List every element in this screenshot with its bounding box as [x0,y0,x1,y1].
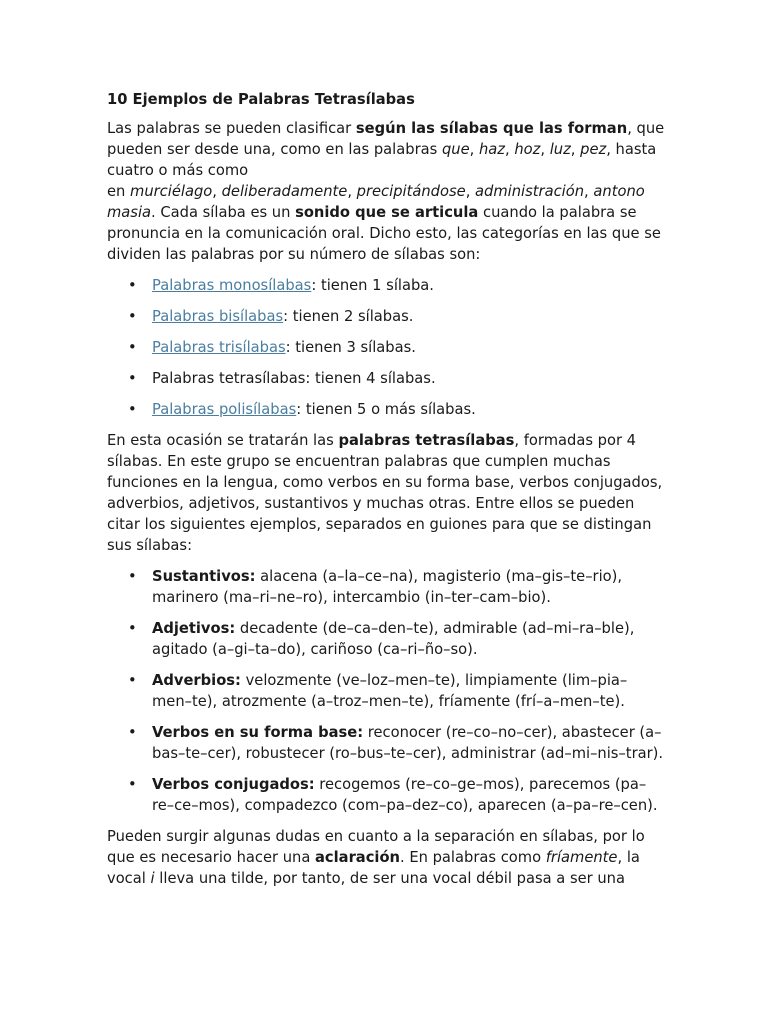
list-item [128,774,667,816]
example-text: recogemos (re–co–ge–mos), parecemos (pa–re–ce–mos), compadezco (com–pa–dez–co), aparecen (a–pa–re–cen). [152,776,658,814]
example-word: hoz [514,141,541,158]
second-paragraph [107,430,667,556]
intro-text: , que pueden ser desde una, como en las palabras [107,120,665,158]
bullet: • [128,370,137,387]
intro-bold-1: según las sílabas que las forman [355,120,628,137]
example-label: Verbos en su forma base: [152,724,364,741]
intro-text: , [584,183,594,200]
example-word: i [150,870,155,887]
examples-list [107,566,667,816]
bullet: • [128,620,137,637]
intro-paragraph [107,118,667,265]
example-word: haz [478,141,505,158]
list-item-text: : tienen 3 sílabas. [285,339,416,356]
example-word: pez [580,141,607,158]
paragraph-text: , la vocal [107,849,640,887]
article-title: 10 Ejemplos de Palabras Tetrasílabas [107,91,415,108]
intro-text: , hasta cuatro o más como [107,141,657,179]
list-item [128,306,667,327]
list-item-text: Palabras tetrasílabas: tienen 4 sílabas. [152,370,436,387]
example-word: fríamente [545,849,618,866]
bullet: • [128,277,137,294]
bullet: • [128,308,137,325]
list-item [128,618,667,660]
syllable-categories-list [107,275,667,420]
paragraph-bold: palabras tetrasílabas [338,432,515,449]
example-word: administración [475,183,585,200]
list-item [128,275,667,296]
intro-text: , [540,141,550,158]
list-item [128,368,667,389]
paragraph-text: lleva una tilde, por tanto, de ser una vocal débil pasa a ser una [154,870,625,887]
list-item [128,399,667,420]
intro-text: , [465,183,476,200]
example-label: Adjetivos: [152,620,236,637]
intro-bold-2: sonido que se articula [295,204,479,221]
link-bisilabas[interactable]: Palabras bisílabas [152,308,284,325]
example-text: velozmente (ve–loz–men–te), limpiamente (lim–pia–men–te), atrozmente (a–troz–men–te), fríamente (frí–a–men–te). [152,672,628,710]
example-label: Verbos conjugados: [152,776,315,793]
example-word: murciélago [130,183,213,200]
bullet: • [128,339,137,356]
intro-text: . Cada sílaba es un [151,204,296,221]
bullet: • [128,724,137,741]
example-label: Adverbios: [152,672,241,689]
list-item [128,337,667,358]
paragraph-text: . En palabras como [400,849,546,866]
bullet: • [128,776,137,793]
bullet: • [128,672,137,689]
article-content [107,89,667,899]
paragraph-text: En esta ocasión se tratarán las [107,432,339,449]
paragraph-bold: aclaración [315,849,401,866]
link-trisilabas[interactable]: Palabras trisílabas [152,339,286,356]
paragraph-text: , formadas por 4 sílabas. En este grupo se encuentran palabras que cumplen muchas funciones en la lengua, como verbos en su forma base, verbos conjugados, adverbios, adjetivos, sustantivos y muchas otras. Entre ellos se pueden citar los siguientes ejemplos, separados en guiones para que se distingan sus sílabas: [107,432,663,554]
example-word: antono masia [107,183,645,221]
list-item-text: : tienen 5 o más sílabas. [296,401,476,418]
list-item-text: : tienen 2 sílabas. [283,308,414,325]
third-paragraph [107,826,667,889]
list-item [128,722,667,764]
intro-text: en [107,183,131,200]
intro-text: , [469,141,479,158]
intro-text: , [570,141,581,158]
paragraph-text: Pueden surgir algunas dudas en cuanto a la separación en sílabas, por lo que es necesario hacer una [107,828,645,866]
bullet: • [128,568,137,585]
example-text: alacena (a–la–ce–na), magisterio (ma–gis–te–rio), marinero (ma–ri–ne–ro), intercambio (in–ter–cam–bio). [152,568,623,606]
intro-text: , [347,183,357,200]
example-text: reconocer (re–co–no–cer), abastecer (a–bas–te–cer), robustecer (ro–bus–te–cer), administrar (ad–mi–nis–trar). [152,724,664,762]
intro-text: , [504,141,515,158]
example-word: luz [549,141,571,158]
bullet: • [128,401,137,418]
list-item-text: : tienen 1 sílaba. [311,277,434,294]
list-item [128,670,667,712]
example-word: deliberadamente [221,183,348,200]
example-word: que [441,141,470,158]
intro-text: , [212,183,222,200]
intro-text: Las palabras se pueden clasificar [107,120,356,137]
list-item [128,566,667,608]
link-monosilabas[interactable]: Palabras monosílabas [152,277,312,294]
link-polisilabas[interactable]: Palabras polisílabas [152,401,297,418]
intro-text: cuando la palabra se pronuncia en la comunicación oral. Dicho esto, las categorías en las que se dividen las palabras por su número de sílabas son: [107,204,661,263]
example-word: precipitándose [356,183,466,200]
example-label: Sustantivos: [152,568,256,585]
example-text: decadente (de–ca–den–te), admirable (ad–mi–ra–ble), agitado (a–gi–ta–do), cariñoso (ca–ri–ño–so). [152,620,635,658]
